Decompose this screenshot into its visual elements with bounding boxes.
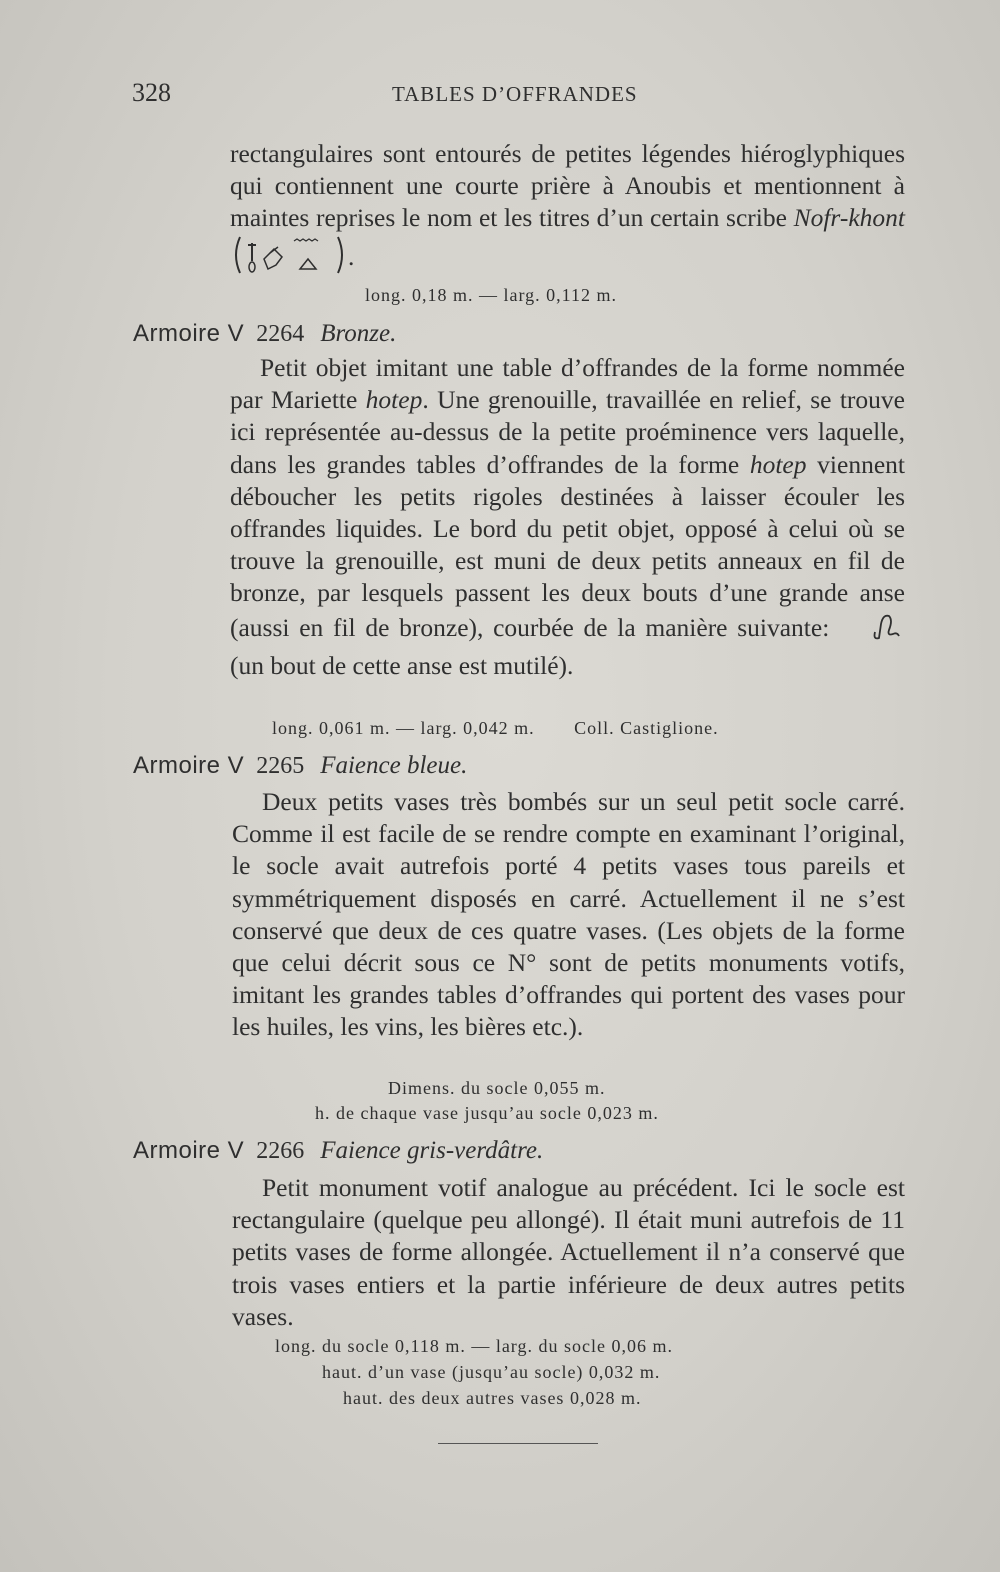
end-rule — [438, 1443, 598, 1444]
armoire-label: Armoire V — [133, 320, 245, 347]
entry-measurement-line: h. de chaque vase jusqu’au socle 0,023 m. — [315, 1103, 659, 1123]
entry-body-2266 — [232, 1172, 905, 1333]
term-hotep: hotep — [365, 385, 423, 415]
entry-text: . Une grenouille, travaillée en relief, se trouve ici représentée au-dessus de la petite proéminence vers laquelle, dans les grandes tables d’offrandes de la forme — [230, 385, 905, 479]
entry-heading-2266 — [133, 1137, 543, 1165]
entry-measurement-line: long. du socle 0,118 m. — larg. du socle 0,06 m. — [275, 1336, 673, 1356]
entry-material: Faience gris-verdâtre. — [320, 1137, 544, 1164]
intro-end: . — [348, 241, 355, 271]
page-header — [0, 78, 1000, 118]
entry-body-2264 — [230, 352, 905, 682]
entry-text: (un bout de cette anse est mutilé). — [230, 650, 574, 680]
entry-text: Petit objet imitant une table d’offrandes de la forme nommée par Mariette — [230, 353, 905, 415]
cartouche-hieroglyphs-icon — [230, 235, 348, 283]
running-title: TABLES D’OFFRANDES — [392, 82, 638, 106]
entry-measurement-line: haut. d’un vase (jusqu’au socle) 0,032 m. — [322, 1362, 661, 1382]
entry-text: viennent déboucher les petits rigoles destinées à laisser écouler les offrandes liquides. Le bord du petit objet, opposé à celui où se trouve la grenouille, est muni de deux petits anneaux en fil de bronze, par lesquels passent les deux bouts d’une grande anse (aussi en fil de bronze), courbée de la manière suivante: — [230, 449, 905, 642]
scribe-name: Nofr-khont — [793, 203, 905, 233]
entry-measurement-line: Dimens. du socle 0,055 m. — [388, 1078, 606, 1098]
entry-heading-2264 — [133, 320, 396, 348]
armoire-label: Armoire V — [133, 752, 245, 779]
entry-number: 2266 — [256, 1138, 305, 1164]
entry-material: Bronze. — [320, 320, 397, 347]
entry-number: 2264 — [256, 321, 305, 347]
measurements: long. 0,061 m. — larg. 0,042 m. — [272, 718, 535, 738]
entry-number: 2265 — [256, 753, 305, 779]
collection: Coll. Castiglione. — [574, 718, 719, 738]
entry-text: Deux petits vases très bombés sur un seul petit socle carré. Comme il est facile de se rendre compte en examinant l’original, le socle avait autrefois porté 4 petits vases tous pareils et symmétriquement disposés en carré. Actuellement il ne s’est conservé que deux de ces quatre vases. (Les objets de la forme que celui décrit sous ce N° sont de petits monuments votifs, imitant les grandes tables d’offrandes qui portent des vases pour les huiles, les vins, les bières etc.). — [232, 787, 905, 1042]
entry-heading-2265 — [133, 752, 467, 780]
intro-measurements: long. 0,18 m. — larg. 0,112 m. — [365, 285, 617, 305]
entry-text: Petit monument votif analogue au précédent. Ici le socle est rectangulaire (quelque peu allongé). Il était muni autrefois de 11 petits vases de forme allongée. Actuellement il n’a conservé que trois vases entiers et la partie inférieure de deux autres petits vases. — [232, 1173, 905, 1331]
armoire-label: Armoire V — [133, 1137, 245, 1164]
entry-measurements-2264 — [272, 718, 719, 739]
handle-shape-icon — [839, 610, 905, 650]
entry-material: Faience bleue. — [320, 752, 468, 779]
intro-text: rectangulaires sont entourés de petites légendes hiéroglyphiques qui contiennent une courte prière à Anoubis et mentionnent à maintes reprises le nom et les titres d’un certain scribe — [230, 139, 905, 233]
term-hotep: hotep — [749, 449, 807, 479]
intro-paragraph — [230, 138, 905, 283]
page-number: 328 — [132, 78, 171, 107]
entry-measurement-line: haut. des deux autres vases 0,028 m. — [343, 1388, 642, 1408]
entry-body-2265 — [232, 786, 905, 1044]
